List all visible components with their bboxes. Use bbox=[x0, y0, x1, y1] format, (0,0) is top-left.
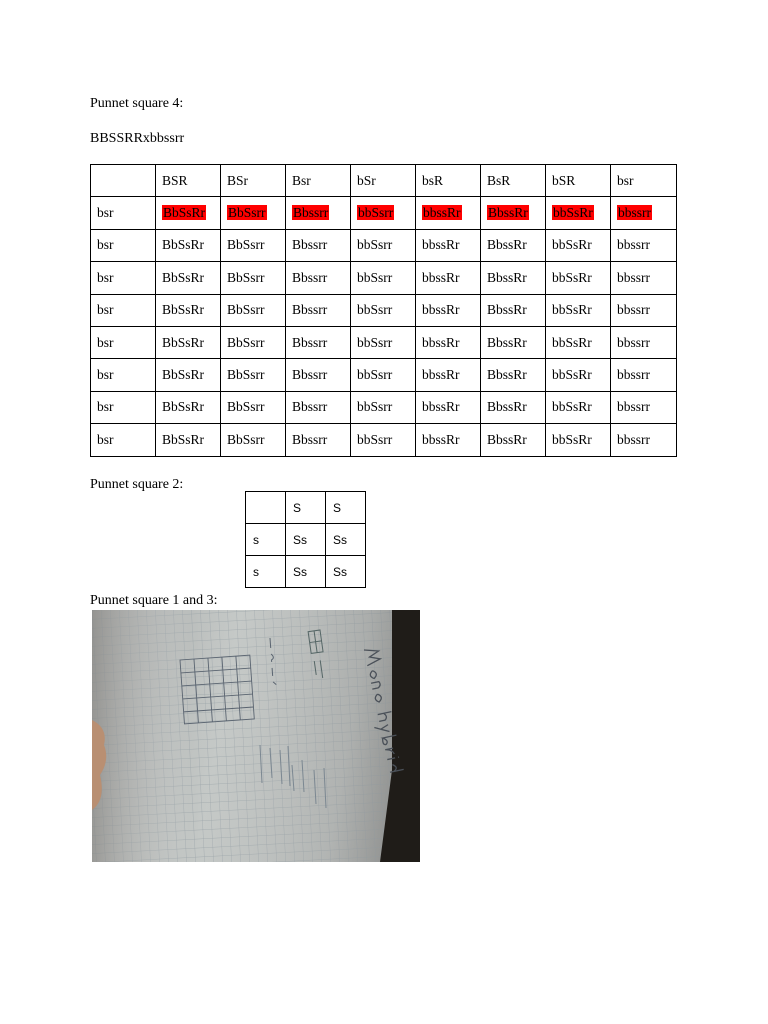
genotype-cell bbox=[221, 197, 286, 229]
genotype-text: bbSsrr bbox=[357, 334, 393, 350]
genotype-cell bbox=[546, 229, 611, 261]
genotype-cell: Ss bbox=[286, 524, 326, 556]
genotype-text: BbSsrr bbox=[227, 269, 265, 285]
row-label-cell: bsr bbox=[91, 391, 156, 423]
genotype-cell bbox=[351, 229, 416, 261]
genotype-text: BbssRr bbox=[487, 334, 527, 350]
genotype-cell bbox=[546, 326, 611, 358]
row-label-cell: bsr bbox=[91, 197, 156, 229]
genotype-cell bbox=[351, 197, 416, 229]
genotype-text: BbssRr bbox=[487, 367, 527, 383]
genotype-cell bbox=[351, 326, 416, 358]
genotype-cell bbox=[416, 294, 481, 326]
genotype-cell bbox=[286, 326, 351, 358]
genotype-cell bbox=[286, 197, 351, 229]
genotype-cell bbox=[546, 197, 611, 229]
genotype-text: bbssRr bbox=[422, 367, 460, 383]
table-row bbox=[91, 229, 677, 261]
genotype-text: Bbssrr bbox=[292, 431, 328, 447]
genotype-cell bbox=[286, 229, 351, 261]
genotype-cell bbox=[611, 326, 677, 358]
genotype-cell bbox=[221, 229, 286, 261]
genotype-text: BbSsrr bbox=[227, 431, 265, 447]
genotype-cell bbox=[416, 359, 481, 391]
table-header-row bbox=[246, 492, 366, 524]
highlighted-genotype: Bbssrr bbox=[293, 205, 329, 221]
genotype-text: bbSsRr bbox=[552, 431, 592, 447]
row-label-cell: bsr bbox=[91, 262, 156, 294]
genotype-cell bbox=[416, 197, 481, 229]
genotype-text: Bbssrr bbox=[292, 269, 328, 285]
genotype-text: BbssRr bbox=[487, 302, 527, 318]
row-label-cell: bsr bbox=[91, 359, 156, 391]
genotype-text: bbSsRr bbox=[552, 269, 592, 285]
genotype-cell bbox=[611, 229, 677, 261]
genotype-cell bbox=[481, 391, 546, 423]
row-label-cell: bsr bbox=[91, 326, 156, 358]
genotype-cell bbox=[611, 294, 677, 326]
genotype-cell bbox=[416, 229, 481, 261]
genotype-text: bbssRr bbox=[422, 269, 460, 285]
notebook-photo-illustration bbox=[92, 610, 420, 862]
genotype-text: bbssRr bbox=[422, 302, 460, 318]
punnett-square-4-table bbox=[90, 164, 677, 457]
corner-cell bbox=[246, 492, 286, 524]
genotype-text: BbssRr bbox=[487, 237, 527, 253]
genotype-text: bbSsrr bbox=[357, 269, 393, 285]
header-cell: Bsr bbox=[286, 165, 351, 197]
header-cell: bsR bbox=[416, 165, 481, 197]
cross-label: BBSSRRxbbssrr bbox=[90, 131, 185, 146]
genotype-text: bbSsrr bbox=[357, 399, 393, 415]
genotype-cell bbox=[156, 262, 221, 294]
genotype-cell bbox=[156, 424, 221, 456]
highlighted-genotype: BbssRr bbox=[488, 205, 528, 221]
genotype-cell bbox=[611, 424, 677, 456]
genotype-text: bbSsRr bbox=[552, 237, 592, 253]
genotype-text: BbssRr bbox=[487, 399, 527, 415]
genotype-cell bbox=[611, 262, 677, 294]
genotype-text: bbssRr bbox=[422, 237, 460, 253]
genotype-cell bbox=[481, 262, 546, 294]
genotype-text: bbSsrr bbox=[357, 302, 393, 318]
genotype-cell bbox=[286, 294, 351, 326]
genotype-text: BbSsrr bbox=[227, 399, 265, 415]
genotype-cell bbox=[156, 359, 221, 391]
header-cell: BsR bbox=[481, 165, 546, 197]
row-label-cell: s bbox=[246, 556, 286, 588]
genotype-cell bbox=[481, 326, 546, 358]
genotype-cell bbox=[416, 391, 481, 423]
genotype-cell bbox=[481, 294, 546, 326]
header-cell: S bbox=[286, 492, 326, 524]
genotype-text: bbssrr bbox=[617, 399, 650, 415]
genotype-cell bbox=[156, 229, 221, 261]
genotype-cell bbox=[416, 262, 481, 294]
header-cell: bSR bbox=[546, 165, 611, 197]
genotype-cell bbox=[481, 359, 546, 391]
table-row bbox=[91, 294, 677, 326]
highlighted-genotype: bbssRr bbox=[423, 205, 461, 221]
genotype-text: Bbssrr bbox=[292, 334, 328, 350]
header-cell: BSr bbox=[221, 165, 286, 197]
genotype-cell bbox=[156, 294, 221, 326]
genotype-text: bbSsrr bbox=[357, 367, 393, 383]
highlighted-genotype: BbSsrr bbox=[228, 205, 266, 221]
genotype-cell bbox=[416, 326, 481, 358]
genotype-cell bbox=[416, 424, 481, 456]
row-label-cell: bsr bbox=[91, 229, 156, 261]
genotype-cell bbox=[546, 359, 611, 391]
genotype-text: bbssRr bbox=[422, 399, 460, 415]
genotype-cell bbox=[546, 294, 611, 326]
heading-punnet-square-2: Punnet square 2: bbox=[90, 477, 184, 492]
heading-punnet-square-4: Punnet square 4: bbox=[90, 96, 184, 111]
table-row bbox=[91, 391, 677, 423]
genotype-cell bbox=[221, 262, 286, 294]
genotype-text: BbSsrr bbox=[227, 334, 265, 350]
genotype-text: Bbssrr bbox=[292, 237, 328, 253]
genotype-cell bbox=[351, 359, 416, 391]
genotype-cell bbox=[546, 391, 611, 423]
highlighted-genotype: bbssrr bbox=[618, 205, 651, 221]
genotype-text: bbssrr bbox=[617, 334, 650, 350]
genotype-cell: Ss bbox=[286, 556, 326, 588]
genotype-cell bbox=[221, 359, 286, 391]
genotype-text: Bbssrr bbox=[292, 399, 328, 415]
notebook-photo bbox=[92, 610, 420, 862]
genotype-text: bbSsRr bbox=[552, 302, 592, 318]
genotype-text: BbSsRr bbox=[162, 399, 205, 415]
genotype-text: bbssrr bbox=[617, 367, 650, 383]
genotype-text: bbSsrr bbox=[357, 431, 393, 447]
genotype-text: BbSsrr bbox=[227, 237, 265, 253]
genotype-cell bbox=[351, 262, 416, 294]
genotype-text: bbssrr bbox=[617, 269, 650, 285]
table-row bbox=[246, 556, 366, 588]
genotype-cell: Ss bbox=[326, 556, 366, 588]
heading-punnet-square-1-and-3: Punnet square 1 and 3: bbox=[90, 593, 218, 608]
genotype-text: BbSsRr bbox=[162, 269, 205, 285]
row-label-cell: bsr bbox=[91, 424, 156, 456]
genotype-cell: Ss bbox=[326, 524, 366, 556]
table-row bbox=[91, 197, 677, 229]
highlighted-genotype: bbSsRr bbox=[553, 205, 593, 221]
punnett-square-2-table bbox=[245, 491, 366, 588]
genotype-cell bbox=[481, 197, 546, 229]
genotype-text: bbSsRr bbox=[552, 399, 592, 415]
genotype-text: BbSsRr bbox=[162, 237, 205, 253]
genotype-text: BbssRr bbox=[487, 431, 527, 447]
genotype-text: bbSsrr bbox=[357, 237, 393, 253]
genotype-text: bbSsRr bbox=[552, 334, 592, 350]
corner-cell bbox=[91, 165, 156, 197]
genotype-cell bbox=[611, 197, 677, 229]
genotype-cell bbox=[611, 391, 677, 423]
genotype-cell bbox=[221, 391, 286, 423]
genotype-cell bbox=[156, 197, 221, 229]
genotype-text: BbssRr bbox=[487, 269, 527, 285]
header-cell: bsr bbox=[611, 165, 677, 197]
table-row bbox=[91, 359, 677, 391]
genotype-cell bbox=[546, 424, 611, 456]
row-label-cell: s bbox=[246, 524, 286, 556]
genotype-text: BbSsRr bbox=[162, 431, 205, 447]
genotype-text: bbSsRr bbox=[552, 367, 592, 383]
genotype-text: BbSsrr bbox=[227, 367, 265, 383]
genotype-text: bbssRr bbox=[422, 334, 460, 350]
highlighted-genotype: bbSsrr bbox=[358, 205, 394, 221]
genotype-cell bbox=[221, 424, 286, 456]
genotype-text: BbSsRr bbox=[162, 367, 205, 383]
table-row bbox=[91, 326, 677, 358]
genotype-cell bbox=[351, 294, 416, 326]
genotype-cell bbox=[611, 359, 677, 391]
genotype-cell bbox=[286, 359, 351, 391]
header-cell: S bbox=[326, 492, 366, 524]
table-header-row bbox=[91, 165, 677, 197]
table-row bbox=[246, 524, 366, 556]
genotype-text: BbSsRr bbox=[162, 302, 205, 318]
genotype-text: BbSsrr bbox=[227, 302, 265, 318]
genotype-text: bbssrr bbox=[617, 431, 650, 447]
genotype-cell bbox=[286, 262, 351, 294]
genotype-text: Bbssrr bbox=[292, 367, 328, 383]
table-row bbox=[91, 424, 677, 456]
genotype-cell bbox=[286, 424, 351, 456]
header-cell: BSR bbox=[156, 165, 221, 197]
genotype-text: bbssrr bbox=[617, 302, 650, 318]
genotype-cell bbox=[221, 294, 286, 326]
genotype-cell bbox=[286, 391, 351, 423]
genotype-text: bbssRr bbox=[422, 431, 460, 447]
genotype-cell bbox=[351, 424, 416, 456]
genotype-cell bbox=[156, 391, 221, 423]
header-cell: bSr bbox=[351, 165, 416, 197]
genotype-text: bbssrr bbox=[617, 237, 650, 253]
genotype-cell bbox=[481, 229, 546, 261]
genotype-text: Bbssrr bbox=[292, 302, 328, 318]
row-label-cell: bsr bbox=[91, 294, 156, 326]
genotype-cell bbox=[156, 326, 221, 358]
highlighted-genotype: BbSsRr bbox=[163, 205, 206, 221]
genotype-cell bbox=[481, 424, 546, 456]
table-row bbox=[91, 262, 677, 294]
genotype-text: BbSsRr bbox=[162, 334, 205, 350]
genotype-cell bbox=[546, 262, 611, 294]
genotype-cell bbox=[351, 391, 416, 423]
genotype-cell bbox=[221, 326, 286, 358]
